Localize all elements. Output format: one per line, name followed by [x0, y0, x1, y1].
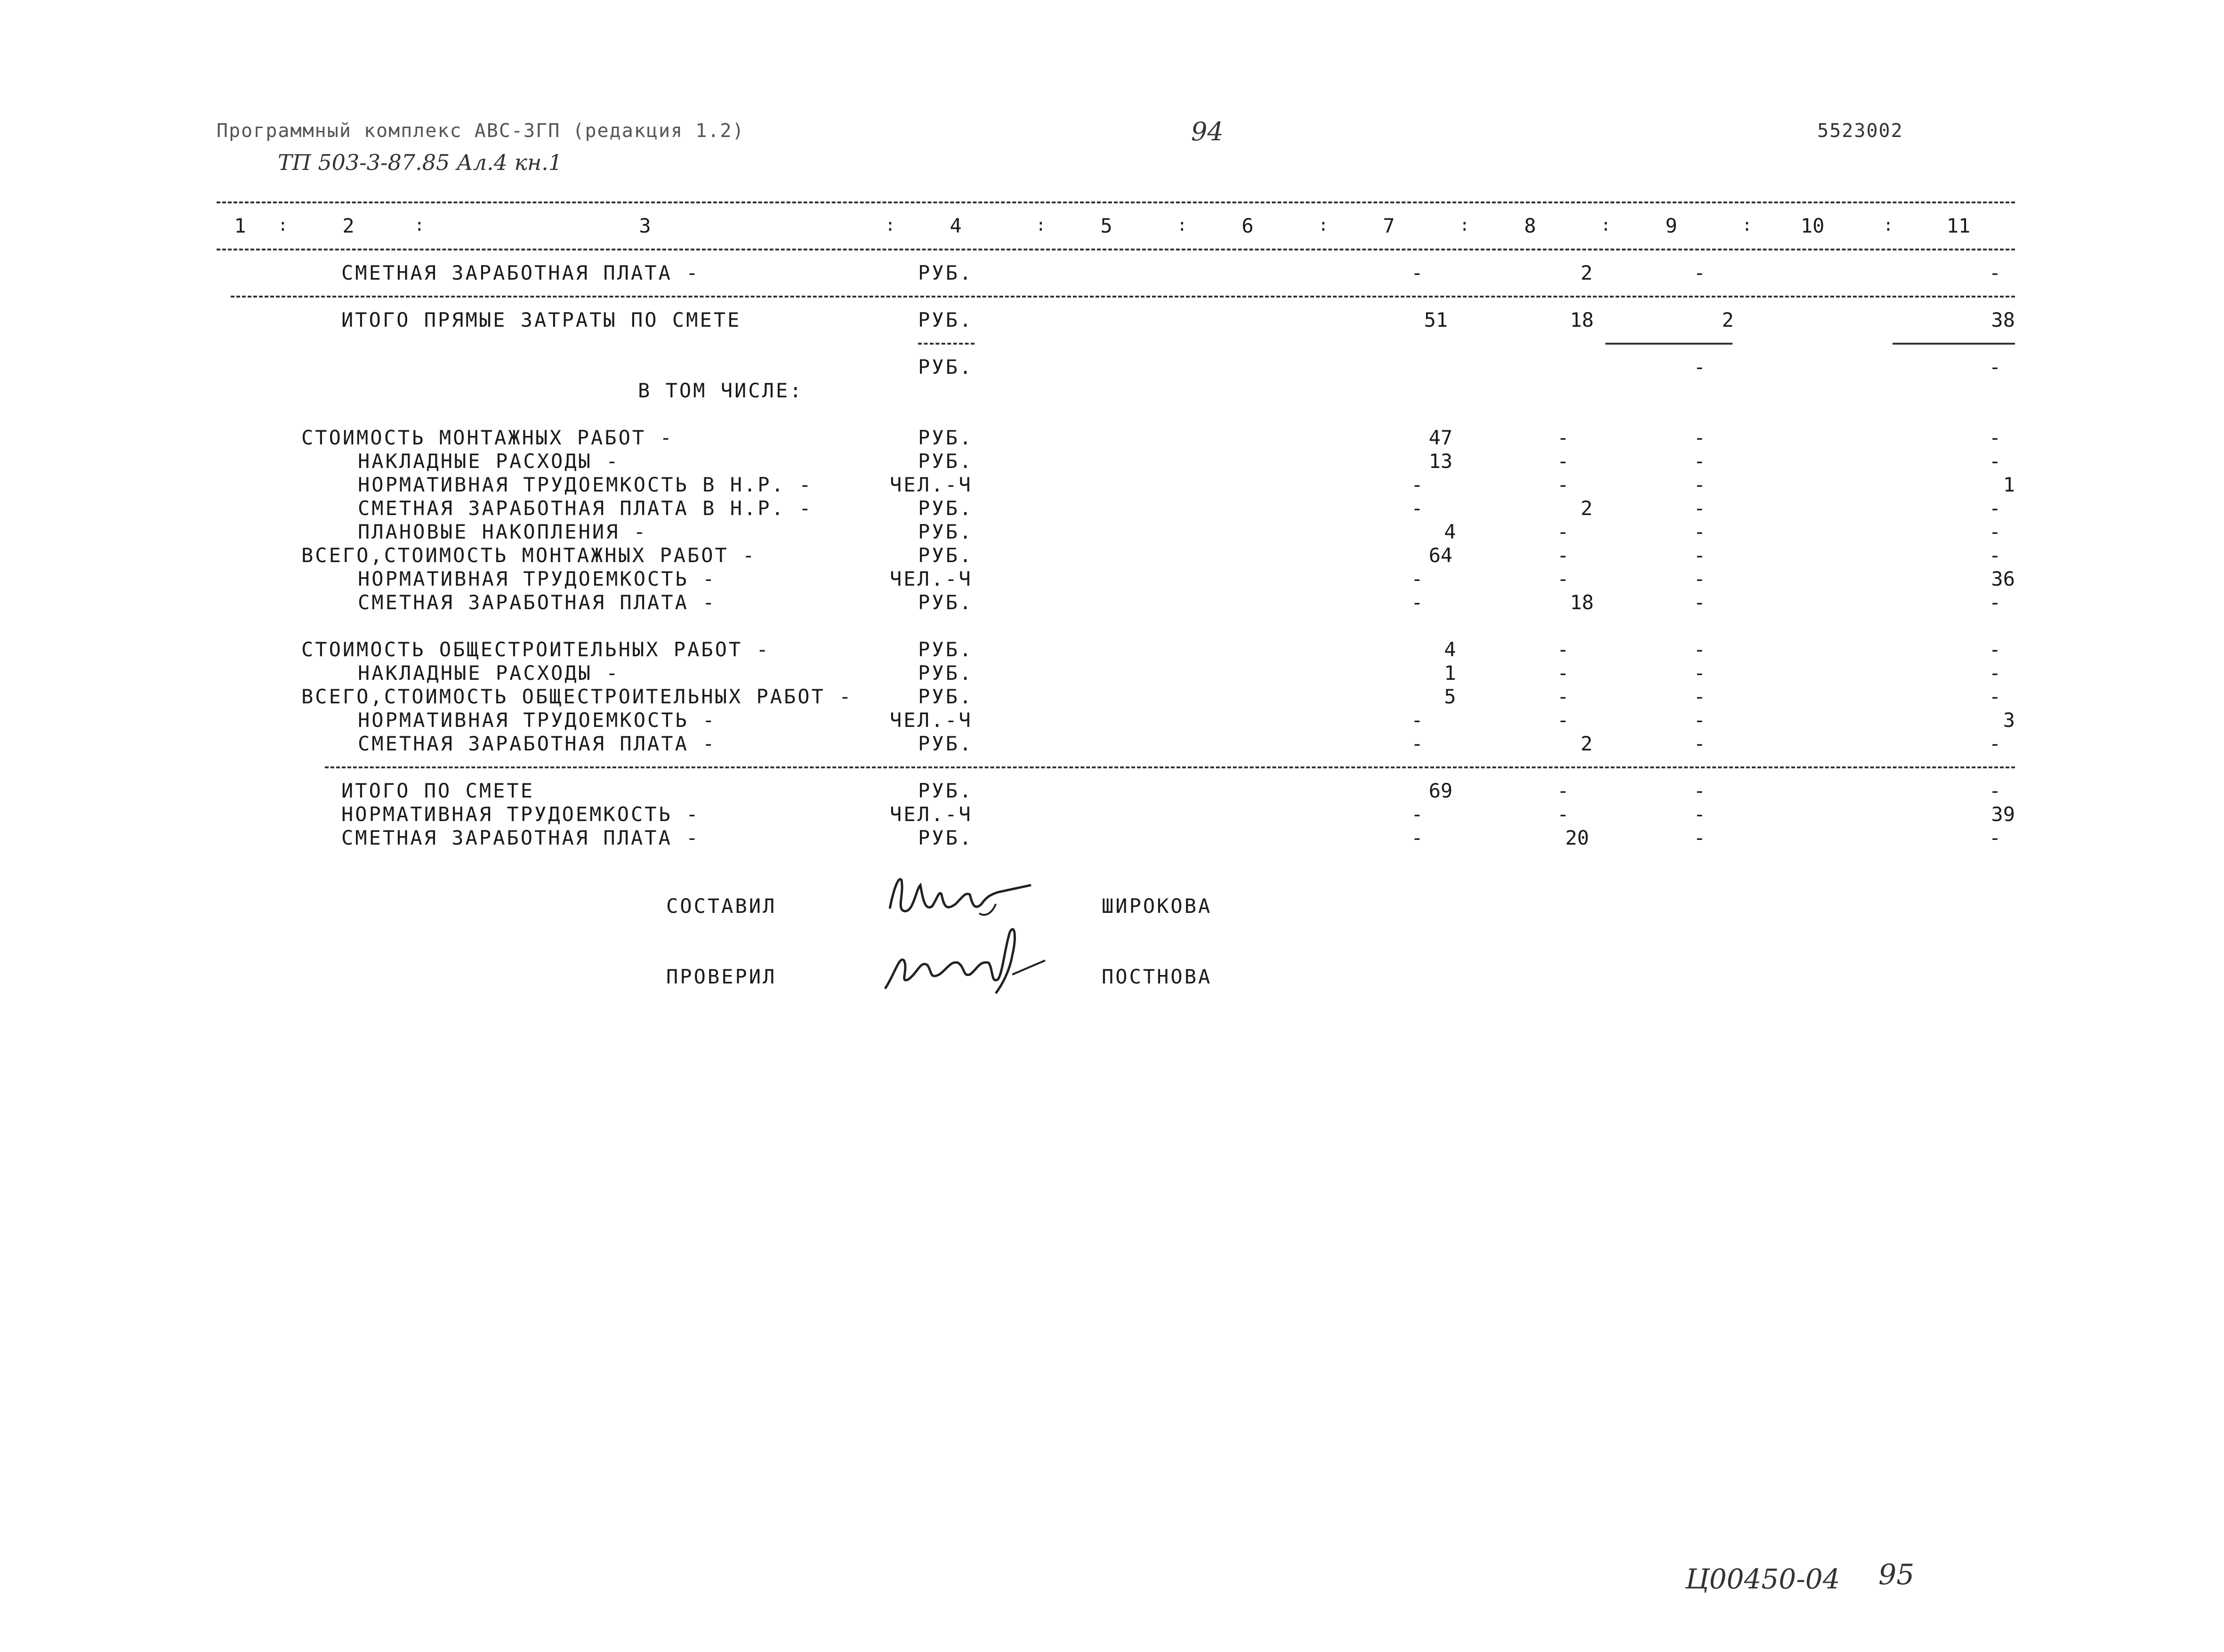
archive-code: Ц00450-04: [1685, 1563, 1840, 1595]
cell-col9: -: [1693, 732, 1706, 755]
cell-col7: 4: [1444, 638, 1456, 661]
cell-col8: -: [1557, 473, 1569, 496]
cell-col7: -: [1411, 591, 1423, 614]
col-separator: :: [1742, 216, 1752, 235]
cell-col11: -: [1989, 732, 2001, 755]
cell-col11: 3: [2003, 709, 2015, 732]
row-unit: РУБ.: [918, 497, 974, 520]
cell-col11: -: [1989, 826, 2001, 849]
cell-col11: 36: [1991, 567, 2015, 590]
cell-col7: 69: [1428, 779, 1453, 802]
section-divider: [325, 766, 2015, 768]
sheet-number: 95: [1878, 1558, 1915, 1591]
row-label: ИТОГО ПО СМЕТЕ: [341, 779, 535, 802]
row-unit: РУБ.: [918, 308, 974, 331]
subtotal-underline: [1893, 343, 2015, 345]
cell-col11: -: [1989, 355, 2001, 379]
cell-col8: -: [1557, 638, 1569, 661]
cell-col7: -: [1411, 473, 1423, 496]
header-bottom-border: [217, 249, 2015, 250]
cell-col11: 1: [2003, 473, 2015, 496]
col-header-4: 4: [950, 214, 962, 237]
col-header-5: 5: [1100, 214, 1112, 237]
cell-col8: -: [1557, 661, 1569, 685]
cell-col7: 4: [1444, 520, 1456, 543]
cell-col9: -: [1693, 544, 1706, 567]
row-label: ИТОГО ПРЯМЫЕ ЗАТРАТЫ ПО СМЕТЕ: [341, 308, 741, 331]
cell-col7: -: [1411, 497, 1423, 520]
row-unit: РУБ.: [918, 638, 974, 661]
project-reference: ТП 503-3-87.85 Ал.4 кн.1: [278, 150, 563, 175]
cell-col8: 20: [1565, 826, 1589, 849]
col-header-11: 11: [1946, 214, 1971, 237]
row-label: СТОИМОСТЬ МОНТАЖНЫХ РАБОТ -: [301, 426, 674, 449]
subtotal-underline: [1605, 343, 1732, 345]
cell-col9: -: [1693, 473, 1706, 496]
col-separator: :: [1318, 216, 1329, 235]
row-unit: ЧЕЛ.-Ч: [890, 803, 973, 826]
cell-col7: 5: [1444, 685, 1456, 708]
row-label: ВСЕГО,СТОИМОСТЬ ОБЩЕСТРОИТЕЛЬНЫХ РАБОТ -: [301, 685, 853, 708]
compiled-by-name: ШИРОКОВА: [1102, 894, 1212, 918]
cell-col7: 13: [1428, 450, 1453, 473]
cell-col8: -: [1557, 709, 1569, 732]
cell-col9: -: [1693, 638, 1706, 661]
cell-col7: 47: [1428, 426, 1453, 449]
row-label: НАКЛАДНЫЕ РАСХОДЫ -: [358, 661, 620, 685]
col-header-10: 10: [1800, 214, 1825, 237]
cell-col11: -: [1989, 661, 2001, 685]
cell-col9: -: [1693, 591, 1706, 614]
cell-col8: -: [1557, 567, 1569, 590]
cell-col8: -: [1557, 685, 1569, 708]
cell-col8: -: [1557, 544, 1569, 567]
cell-col9: -: [1693, 826, 1706, 849]
row-label: ВСЕГО,СТОИМОСТЬ МОНТАЖНЫХ РАБОТ -: [301, 544, 757, 567]
cell-col9: -: [1693, 497, 1706, 520]
row-unit: РУБ.: [918, 732, 974, 755]
row-unit: РУБ.: [918, 661, 974, 685]
col-separator: :: [1177, 216, 1187, 235]
cell-col11: -: [1989, 261, 2001, 284]
cell-col8: 18: [1570, 308, 1594, 331]
row-unit: ЧЕЛ.-Ч: [890, 473, 973, 496]
cell-col7: 1: [1444, 661, 1456, 685]
col-header-9: 9: [1665, 214, 1677, 237]
cell-col9: -: [1693, 520, 1706, 543]
cell-col11: -: [1989, 779, 2001, 802]
row-label: СМЕТНАЯ ЗАРАБОТНАЯ ПЛАТА В Н.Р. -: [358, 497, 813, 520]
col-header-2: 2: [342, 214, 355, 237]
cell-col7: -: [1411, 709, 1423, 732]
col-header-8: 8: [1524, 214, 1536, 237]
cell-col9: -: [1693, 779, 1706, 802]
cell-col11: -: [1989, 685, 2001, 708]
cell-col11: -: [1989, 497, 2001, 520]
cell-col9: -: [1693, 709, 1706, 732]
row-unit: РУБ.: [918, 426, 974, 449]
checked-by-label: ПРОВЕРИЛ: [666, 965, 777, 988]
cell-col11: 38: [1991, 308, 2015, 331]
row-label: СМЕТНАЯ ЗАРАБОТНАЯ ПЛАТА -: [341, 826, 700, 849]
cell-col9: -: [1693, 661, 1706, 685]
document-code: 5523002: [1817, 120, 1903, 142]
row-label: СМЕТНАЯ ЗАРАБОТНАЯ ПЛАТА -: [358, 591, 717, 614]
cell-col9: -: [1693, 355, 1706, 379]
cell-col11: -: [1989, 591, 2001, 614]
row-label: НОРМАТИВНАЯ ТРУДОЕМКОСТЬ -: [358, 567, 717, 590]
col-separator: :: [278, 216, 288, 235]
cell-col8: -: [1557, 803, 1569, 826]
cell-col7: -: [1411, 567, 1423, 590]
cell-col9: -: [1693, 567, 1706, 590]
row-label: ПЛАНОВЫЕ НАКОПЛЕНИЯ -: [358, 520, 648, 543]
cell-col9: 2: [1722, 308, 1734, 331]
row-unit: ЧЕЛ.-Ч: [890, 567, 973, 590]
cell-col7: 64: [1428, 544, 1453, 567]
col-header-1: 1: [234, 214, 246, 237]
cell-col11: -: [1989, 544, 2001, 567]
cell-col8: -: [1557, 520, 1569, 543]
col-separator: :: [414, 216, 425, 235]
page-number: 94: [1191, 117, 1224, 146]
cell-col9: -: [1693, 685, 1706, 708]
cell-col8: 2: [1580, 732, 1593, 755]
row-label: НАКЛАДНЫЕ РАСХОДЫ -: [358, 450, 620, 473]
row-label: НОРМАТИВНАЯ ТРУДОЕМКОСТЬ -: [358, 709, 717, 732]
cell-col9: -: [1693, 803, 1706, 826]
cell-col9: -: [1693, 450, 1706, 473]
row-label: НОРМАТИВНАЯ ТРУДОЕМКОСТЬ -: [341, 803, 700, 826]
cell-col9: -: [1693, 261, 1706, 284]
compiled-by-label: СОСТАВИЛ: [666, 894, 777, 918]
row-unit: РУБ.: [918, 355, 974, 379]
col-header-6: 6: [1241, 214, 1254, 237]
col-separator: :: [885, 216, 895, 235]
row-unit: РУБ.: [918, 591, 974, 614]
row-unit: РУБ.: [918, 544, 974, 567]
cell-col8: 2: [1580, 497, 1593, 520]
cell-col11: 39: [1991, 803, 2015, 826]
row-unit: РУБ.: [918, 261, 974, 284]
cell-col8: 18: [1570, 591, 1594, 614]
table-top-border: [217, 201, 2015, 203]
cell-col11: -: [1989, 520, 2001, 543]
col-header-3: 3: [639, 214, 651, 237]
section-divider: [231, 296, 2015, 298]
col-separator: :: [1601, 216, 1611, 235]
cell-col11: -: [1989, 426, 2001, 449]
program-header: Программный комплекс АВС-ЗГП (редакция 1.2): [217, 120, 745, 142]
cell-col8: -: [1557, 426, 1569, 449]
col-separator: :: [1883, 216, 1894, 235]
cell-col8: -: [1557, 779, 1569, 802]
unit-underline: [918, 343, 975, 345]
row-unit: ЧЕЛ.-Ч: [890, 709, 973, 732]
cell-col7: 51: [1424, 308, 1448, 331]
cell-col7: -: [1411, 826, 1423, 849]
cell-col7: -: [1411, 732, 1423, 755]
col-separator: :: [1459, 216, 1470, 235]
row-unit: РУБ.: [918, 450, 974, 473]
col-separator: :: [1036, 216, 1046, 235]
subsection-heading: В ТОМ ЧИСЛЕ:: [638, 379, 804, 402]
checked-signature: [876, 918, 1064, 1003]
cell-col7: -: [1411, 261, 1423, 284]
row-unit: РУБ.: [918, 520, 974, 543]
row-label: СТОИМОСТЬ ОБЩЕСТРОИТЕЛЬНЫХ РАБОТ -: [301, 638, 770, 661]
row-unit: РУБ.: [918, 685, 974, 708]
row-label: СМЕТНАЯ ЗАРАБОТНАЯ ПЛАТА -: [341, 261, 700, 284]
cell-col7: -: [1411, 803, 1423, 826]
col-header-7: 7: [1383, 214, 1395, 237]
row-unit: РУБ.: [918, 826, 974, 849]
row-unit: РУБ.: [918, 779, 974, 802]
cell-col8: 2: [1580, 261, 1593, 284]
cell-col11: -: [1989, 638, 2001, 661]
checked-by-name: ПОСТНОВА: [1102, 965, 1212, 988]
cell-col8: -: [1557, 450, 1569, 473]
row-label: СМЕТНАЯ ЗАРАБОТНАЯ ПЛАТА -: [358, 732, 717, 755]
cell-col9: -: [1693, 426, 1706, 449]
row-label: НОРМАТИВНАЯ ТРУДОЕМКОСТЬ В Н.Р. -: [358, 473, 813, 496]
cell-col11: -: [1989, 450, 2001, 473]
